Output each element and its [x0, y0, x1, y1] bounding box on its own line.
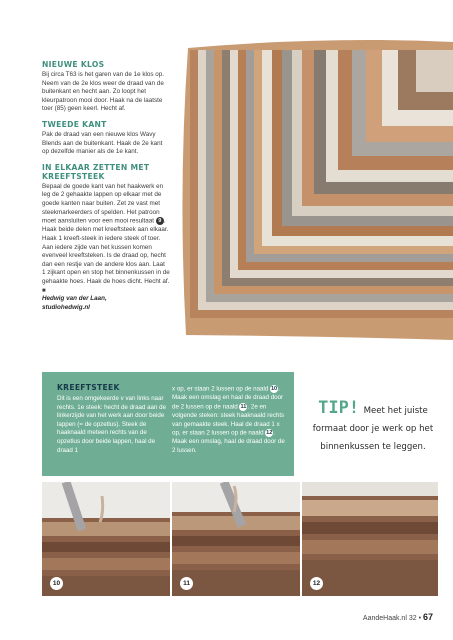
heading-in-elkaar-zetten: IN ELKAAR ZETTEN MET KREEFTSTEEK — [42, 162, 150, 181]
footer-bullet: • — [418, 615, 422, 622]
step-photo-12-image — [302, 482, 438, 596]
page-number: 67 — [422, 612, 433, 622]
tip-text: Meet het juiste formaat door je werk op het binnenkussen te leggen. — [312, 406, 434, 452]
step-badge-11: 11 — [240, 403, 247, 410]
paragraph-in-elkaar-zetten — [42, 183, 170, 295]
author-website: studiohedwig.nl — [42, 303, 90, 311]
heading-nieuwe-klos: NIEUWE KLOS — [42, 60, 105, 69]
kreeftsteek-text-a: x op, er staan 2 lussen op de naald — [172, 385, 269, 393]
step-photo-11-label: 11 — [180, 577, 193, 590]
kreeftsteek-box — [42, 372, 294, 476]
page-footer — [363, 612, 433, 622]
tip-label: TIP! — [318, 398, 360, 418]
paragraph-part-2: . Haak beide delen met kreeftsteek aan elkaar. Haak 1 kreeft-steek in iedere steek of toer. Aan iedere zijde van het kussen komen evenveel kreeftsteken. Is de draad op, hecht dan een restje van de andere klos aan. Laat 1 zijkant open en stop het binnenkussen in de gehaakte hoes. Haak de hoes dicht. Hecht af. — [42, 217, 170, 285]
heading-tweede-kant: TWEEDE KANT — [42, 119, 107, 129]
step-badge-12: 12 — [266, 430, 273, 437]
article-column — [42, 60, 170, 312]
step-photo-12 — [302, 482, 438, 596]
step-badge-9: 9 — [156, 217, 164, 225]
crochet-pillow-photo — [176, 40, 453, 345]
paragraph-tweede-kant: Pak de draad van een nieuwe klos Wavy Blends aan de buitenkant. Haak de 2e kant op dezelfde manier als de 1e kant. — [42, 130, 163, 156]
tip-callout — [308, 398, 438, 454]
kreeftsteek-text-d: . Maak een omslag, haal de draad door de 2 lussen. — [172, 429, 285, 455]
paragraph-part-1: Bepaal de goede kant van het haakwerk en leg de 2 gehaakte lappen op elkaar met de goede kanten naar buiten. Zet ze vast met steekmarkeerders of spelden. Het patroon moet aansluiten voor een mooi resultaat — [42, 182, 164, 225]
kreeftsteek-title: KREEFTSTEEK — [57, 383, 120, 392]
step-badge-10: 10 — [270, 386, 278, 392]
end-mark-icon: ■ — [42, 287, 46, 294]
footer-site: AandeHaak.nl 32 — [362, 615, 417, 622]
step-photo-12-label: 12 — [310, 577, 323, 590]
kreeftsteek-text-c: . 2e en volgende steken: steek haaknaald rechts van gemaakte steek. Haal de draad 1 x op, er staan 2 lussen op de naald — [172, 403, 285, 437]
kreeftsteek-text-b: . Maak een omslag en haal de draad door de 2 lussen op de naald — [172, 385, 284, 411]
step-photo-10-label: 10 — [50, 577, 63, 590]
kreeftsteek-column-2 — [172, 385, 288, 456]
step-photo-11 — [172, 482, 300, 596]
step-photo-10 — [42, 482, 170, 596]
kreeftsteek-column-1: Dit is een omgekeerde v van links naar rechts. 1e steek: hecht de draad aan de linkerzijde van het werk aan door beide lappen (= de opzetlus). Steek de haaknaald meteen rechts van de opzetlus door beide lappen, haal de draad 1 — [57, 395, 167, 454]
paragraph-nieuwe-klos: Bij circa T63 is het garen van de 1e klos op. Neem van de 2e klos weer de draad van de buitenkant en hecht aan. Zo loopt het kleurpatroon mooi door. Haak na de laatste toer (85) geen keerl. Hecht af. — [42, 71, 165, 113]
author-name: Hedwig van der Laan, — [42, 295, 107, 303]
